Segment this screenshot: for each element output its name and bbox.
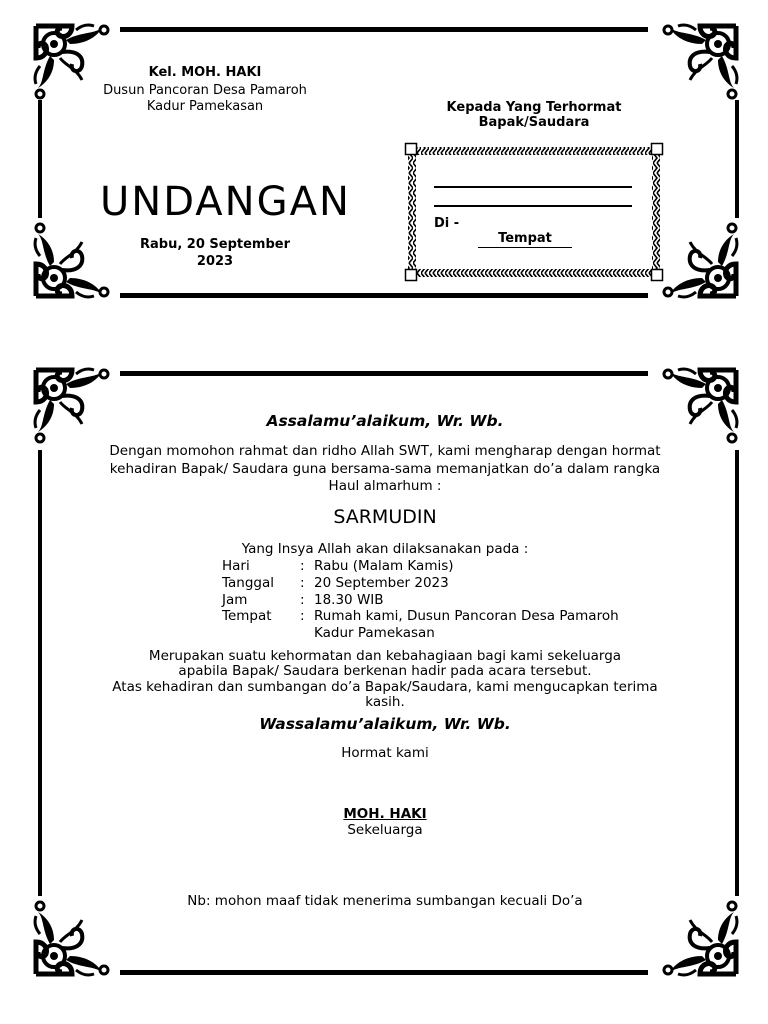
sender-address-line2: Kadur Pamekasan	[146, 99, 264, 114]
envelope-right-border	[735, 100, 739, 218]
envelope-bottom-border	[120, 293, 648, 298]
signer-name: MOH. HAKI	[343, 806, 427, 822]
intro-line: kehadiran Bapak/ Saudara guna bersama-sama memanjatkan do’a dalam rangka	[109, 461, 661, 477]
corner-ornament-icon	[648, 366, 740, 446]
recipient-heading-line2: Bapak/Saudara	[478, 115, 590, 130]
detail-separator: :	[300, 575, 305, 591]
event-date: Rabu, 20 September 2023	[139, 237, 291, 269]
detail-value: 20 September 2023	[314, 575, 449, 591]
recipient-heading-line1: Kepada Yang Terhormat	[446, 100, 622, 115]
detail-key: Jam	[222, 592, 248, 608]
di-label: Di -	[434, 216, 460, 231]
address-line	[434, 205, 632, 207]
closing-line: kasih.	[365, 694, 405, 710]
tempat-label: Tempat	[478, 231, 572, 248]
detail-separator: :	[300, 558, 305, 574]
detail-key: Tanggal	[222, 575, 275, 591]
envelope-top-border	[120, 27, 648, 32]
detail-separator: :	[300, 608, 305, 624]
corner-ornament-icon	[32, 366, 124, 446]
detail-row-jam	[222, 592, 384, 609]
letter-top-border	[120, 371, 648, 376]
detail-value: Rabu (Malam Kamis)	[314, 558, 454, 574]
detail-separator: :	[300, 592, 305, 608]
schedule-intro: Yang Insya Allah akan dilaksanakan pada :	[241, 541, 529, 557]
corner-ornament-icon	[648, 22, 740, 102]
signer-subtitle: Sekeluarga	[347, 822, 423, 838]
detail-row-hari	[222, 558, 454, 575]
corner-ornament-icon	[32, 898, 124, 978]
sender-address-line1: Dusun Pancoran Desa Pamaroh	[103, 83, 307, 98]
farewell: Wassalamu’alaikum, Wr. Wb.	[259, 715, 511, 733]
detail-key: Hari	[222, 558, 250, 574]
title-container	[100, 178, 350, 226]
address-box	[405, 143, 663, 281]
envelope-left-border	[38, 100, 42, 218]
detail-value: Rumah kami, Dusun Pancoran Desa Pamaroh	[314, 608, 619, 624]
address-line	[434, 186, 632, 188]
invitation-title: UNDANGAN	[100, 179, 351, 225]
closing-line: apabila Bapak/ Saudara berkenan hadir pada acara tersebut.	[178, 663, 592, 679]
detail-value-continuation: Kadur Pamekasan	[314, 625, 435, 641]
detail-value: 18.30 WIB	[314, 592, 384, 608]
date-container	[100, 236, 330, 269]
regards: Hormat kami	[341, 745, 429, 761]
greeting: Assalamu’alaikum, Wr. Wb.	[266, 412, 504, 430]
corner-ornament-icon	[648, 898, 740, 978]
letter-right-border	[735, 450, 739, 896]
footnote: Nb: mohon maaf tidak menerima sumbangan kecuali Do’a	[187, 893, 583, 909]
intro-line: Haul almarhum :	[328, 478, 442, 494]
detail-row-tanggal	[222, 575, 449, 592]
intro-line: Dengan momohon rahmat dan ridho Allah SWT, kami mengharap dengan hormat	[109, 443, 661, 459]
detail-key: Tempat	[222, 608, 272, 624]
detail-row-tempat	[222, 608, 619, 625]
honoree-name: SARMUDIN	[333, 506, 437, 528]
sender-name: Kel. MOH. HAKI	[148, 65, 262, 80]
letter-bottom-border	[120, 970, 648, 975]
closing-line: Merupakan suatu kehormatan dan kebahagiaan bagi kami sekeluarga	[148, 648, 622, 664]
closing-line: Atas kehadiran dan sumbangan do’a Bapak/Saudara, kami mengucapkan terima	[112, 679, 658, 695]
corner-ornament-icon	[32, 220, 124, 300]
